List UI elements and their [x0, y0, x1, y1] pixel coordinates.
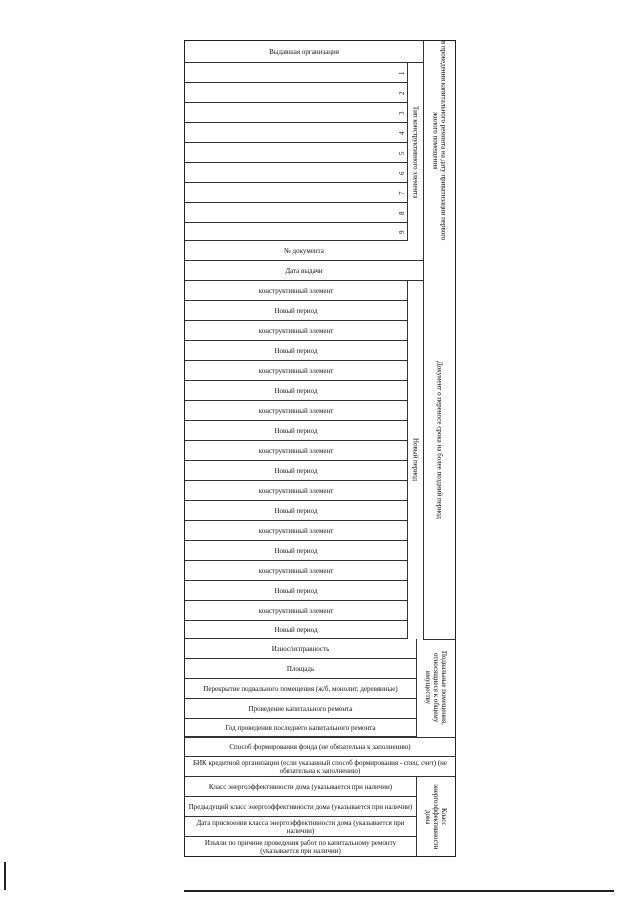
period-label: Новый период [274, 346, 318, 355]
row-number: 5 [398, 151, 406, 155]
new-period-label: Новый период [411, 438, 420, 482]
row-number: 8 [398, 211, 406, 215]
period-label: конструктивный элемент [258, 406, 334, 415]
period-label: Новый период [274, 306, 318, 315]
period-label: Новый период [274, 386, 318, 395]
basement-label: Перекрытие подвального помещения (ж/б, монолит, деревянные) [203, 684, 398, 693]
basement-label: Год проведения последнего капитального ремонта [225, 723, 376, 732]
row-number: 1 [398, 71, 406, 75]
period-label: конструктивный элемент [258, 606, 334, 615]
period-label: Новый период [274, 506, 318, 515]
period-row [185, 561, 407, 581]
period-label: конструктивный элемент [258, 486, 334, 495]
fund-row [185, 737, 455, 757]
energy-label: Изъяли по причине проведения работ по капитальному ремонту (указывается при наличии) [204, 839, 397, 855]
row-number: 4 [398, 131, 406, 135]
period-row [185, 521, 407, 541]
basement-row [185, 679, 416, 699]
basement-row [185, 719, 416, 737]
basement-label: Износ/исправность [271, 644, 330, 653]
period-label: конструктивный элемент [258, 446, 334, 455]
type-label: Тип конструктивного элемента [411, 105, 420, 199]
basement-label-vertical: Подвальные помещения, относящиеся к общему имуществу [424, 651, 448, 725]
numbered-row [185, 63, 407, 83]
energy-row [185, 797, 416, 817]
document-label: Дата выдачи [285, 266, 323, 275]
numbered-row [185, 83, 407, 103]
basement-row [185, 699, 416, 719]
numbered-row [185, 123, 407, 143]
energy-label: Класс энергоэффективности дома (указывается при наличии) [208, 782, 393, 791]
numbered-row [185, 143, 407, 163]
period-row [185, 541, 407, 561]
basement-label: Проведение капитального ремонта [248, 704, 353, 713]
energy-row [185, 777, 416, 797]
period-label: Новый период [274, 625, 318, 634]
numbered-row [185, 103, 407, 123]
period-row [185, 361, 407, 381]
fund-label: Способ формирования фонда (не обязательна к заполнению) [229, 743, 411, 751]
numbered-row [185, 183, 407, 203]
fund-row [185, 757, 455, 777]
numbered-row [185, 163, 407, 183]
period-label: конструктивный элемент [258, 286, 334, 295]
energy-label: Дата присвоения класса энергоэффективности дома (указывается при наличии) [196, 818, 405, 835]
period-row [185, 341, 407, 361]
period-label: конструктивный элемент [258, 366, 334, 375]
period-label: Новый период [274, 586, 318, 595]
document-transfer-label: Документ о переносе срока на более поздний период [435, 361, 444, 519]
period-label: Новый период [274, 546, 318, 555]
period-row [185, 381, 407, 401]
scan-mark [4, 862, 6, 890]
row-number: 7 [398, 191, 406, 195]
period-label: конструктивный элемент [258, 566, 334, 575]
energy-row [185, 837, 416, 857]
row-number: 9 [398, 230, 406, 234]
period-row [185, 321, 407, 341]
period-row [185, 301, 407, 321]
period-row [185, 281, 407, 301]
period-row [185, 461, 407, 481]
energy-label: Предыдущий класс энергоэффективности дома (указывается при наличии) [188, 802, 413, 811]
page-rule [184, 890, 614, 892]
numbered-row [185, 203, 407, 223]
period-row [185, 621, 407, 639]
issuing-organization-row [185, 41, 423, 63]
period-label: Новый период [274, 426, 318, 435]
numbered-row [185, 223, 407, 241]
document-row [185, 261, 423, 281]
period-row [185, 441, 407, 461]
energy-class-label: Класс энергоэффективности дома [424, 784, 448, 850]
period-row [185, 401, 407, 421]
period-label: Новый период [274, 466, 318, 475]
energy-row [185, 817, 416, 837]
fund-label: БИК кредитной организации (если указанный способ формирования - спец. счет) (не обязательна к заполнению) [192, 758, 448, 775]
document-row [185, 241, 423, 261]
period-row [185, 501, 407, 521]
row-number: 2 [398, 91, 406, 95]
period-row [185, 581, 407, 601]
row-number: 6 [398, 171, 406, 175]
period-row [185, 421, 407, 441]
document-label: № документа [284, 246, 324, 255]
period-label: конструктивный элемент [258, 526, 334, 535]
issuing-organization-label: Выдавшая организация [269, 47, 339, 56]
basement-row [185, 639, 416, 659]
period-row [185, 481, 407, 501]
basement-label: Площадь [286, 664, 315, 673]
period-row [185, 601, 407, 621]
period-label: конструктивный элемент [258, 326, 334, 335]
basement-row [185, 659, 416, 679]
row-number: 3 [398, 111, 406, 115]
capital-repair-label: в проведении капитального ремонта на дату приватизации первого жилого помещения [431, 41, 448, 241]
